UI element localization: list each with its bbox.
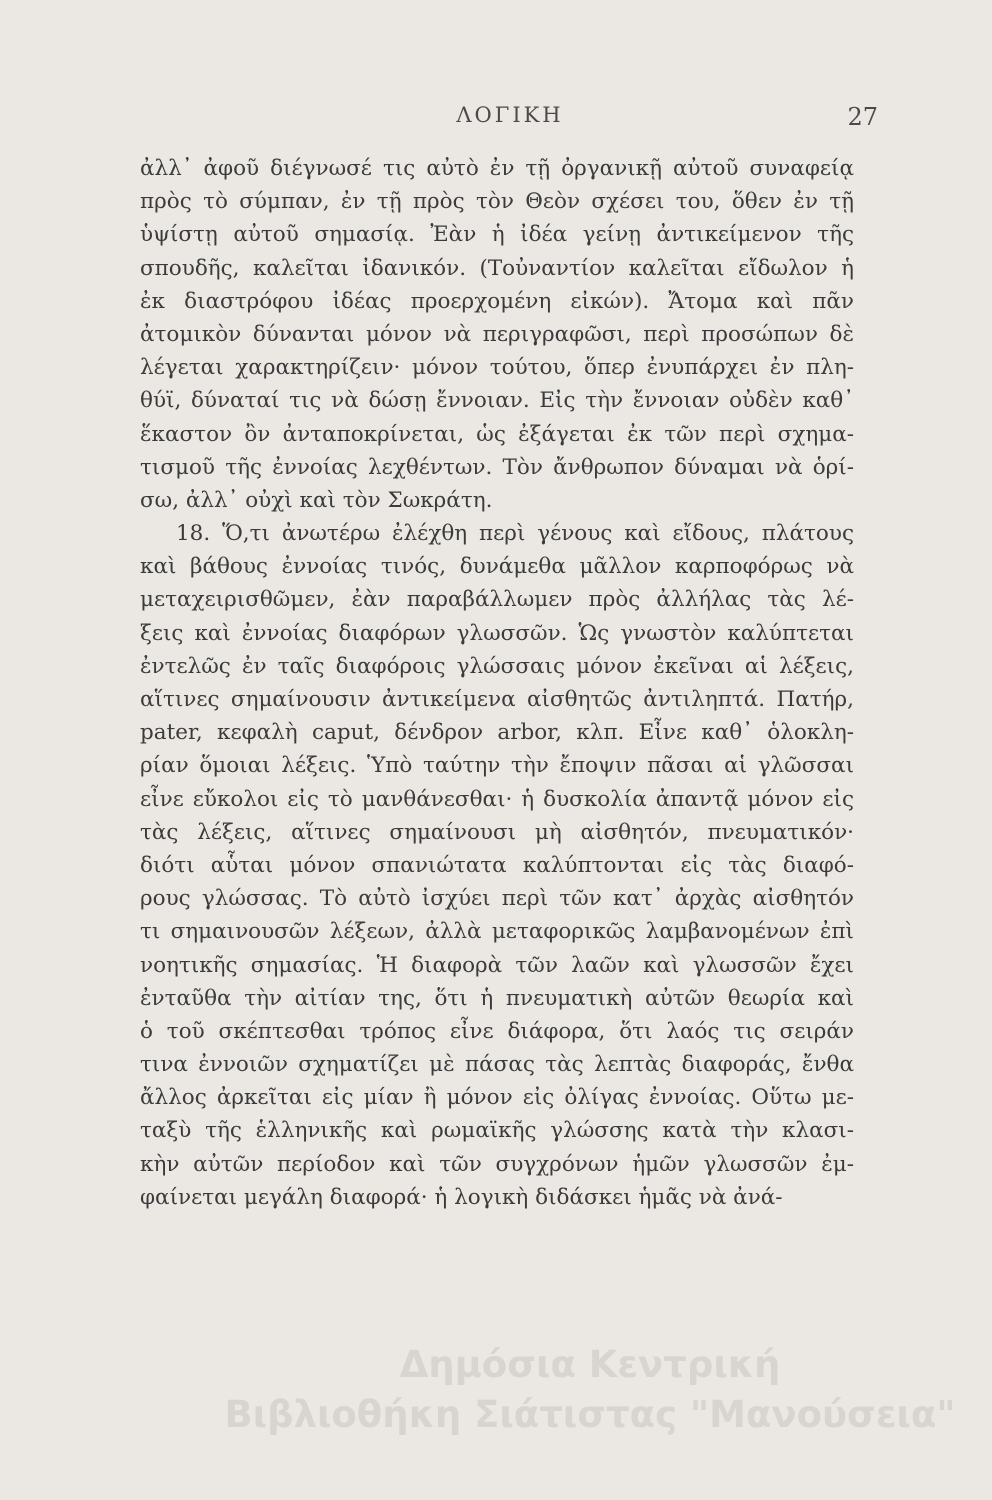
text-line: ἐκ διαστρόφου ἰδέας προερχομένη εἰκών). Ἄτομα καὶ πᾶν: [140, 288, 854, 314]
text-line: ἀλλ᾽ ἀφοῦ διέγνωσέ τις αὐτὸ ἐν τῇ ὀργανικῇ αὐτοῦ συναφείᾳ: [140, 156, 854, 181]
body-text: [140, 152, 854, 1214]
text-line: τι σημαινουσῶν λέξεων, ἀλλὰ μεταφορικῶς λαμβανομένων ἐπὶ: [140, 919, 854, 945]
text-line: πρὸς τὸ σύμπαν, ἐν τῇ πρὸς τὸν Θεὸν σχέσει του, ὅθεν ἐν τῇ: [140, 189, 854, 215]
text-line: κὴν αὐτῶν περίοδον καὶ τῶν συγχρόνων ἡμῶν γλωσσῶν ἐμ-: [140, 1151, 854, 1177]
text-line: καὶ βάθους ἐννοίας τινός, δυνάμεθα μᾶλλον καρποφόρως νὰ: [140, 554, 854, 580]
text-line: ἐνταῦθα τὴν αἰτίαν της, ὅτι ἡ πνευματικὴ αὐτῶν θεωρία καὶ: [140, 985, 854, 1011]
text-line: διότι αὗται μόνον σπανιώτατα καλύπτονται εἰς τὰς διαφό-: [140, 852, 854, 878]
text-line: αἵτινες σημαίνουσιν ἀντικείμενα αἰσθητῶς ἀντιληπτά. Πατήρ,: [140, 687, 854, 712]
page-number: 27: [847, 103, 878, 131]
text-line: ἕκαστον ὂν ἀνταποκρίνεται, ὡς ἐξάγεται ἐκ τῶν περὶ σχημα-: [140, 421, 854, 447]
text-line: τὰς λέξεις, αἵτινες σημαίνουσι μὴ αἰσθητόν, πνευματικόν·: [140, 819, 854, 845]
text-line: ἐντελῶς ἐν ταῖς διαφόροις γλώσσαις μόνον ἐκεῖναι αἱ λέξεις,: [140, 653, 854, 679]
text-line: 18. Ὅ,τι ἀνωτέρω ἐλέχθη περὶ γένους καὶ εἴδους, πλάτους: [176, 521, 854, 547]
watermark-line-2: Βιβλιοθήκη Σιάτιστας "Μανούσεια": [224, 1393, 956, 1436]
text-line: ὑψίστῃ αὐτοῦ σημασίᾳ. Ἐὰν ἡ ἰδέα γείνῃ ἀντικείμενον τῆς: [140, 222, 854, 248]
text-line: ρίαν ὅμοιαι λέξεις. Ὑπὸ ταύτην τὴν ἔποψιν πᾶσαι αἱ γλῶσσαι: [140, 753, 854, 779]
text-line: ἀτομικὸν δύνανται μόνον νὰ περιγραφῶσι, περὶ προσώπων δὲ: [140, 321, 854, 347]
text-line: τισμοῦ τῆς ἐννοίας λεχθέντων. Τὸν ἄνθρωπον δύναμαι νὰ ὁρί-: [140, 454, 854, 480]
text-line: ἄλλος ἀρκεῖται εἰς μίαν ἢ μόνον εἰς ὀλίγας ἐννοίας. Οὕτω με-: [140, 1085, 854, 1111]
page-header: [140, 103, 880, 139]
text-line: νοητικῆς σημασίας. Ἡ διαφορὰ τῶν λαῶν καὶ γλωσσῶν ἔχει: [140, 952, 854, 978]
text-line: pater, κεφαλὴ caput, δένδρον arbor, κλπ. Εἶνε καθ᾽ ὁλοκλη-: [140, 720, 854, 746]
library-watermark: [220, 1340, 960, 1440]
text-line: σπουδῆς, καλεῖται ἰδανικόν. (Τοὐναντίον καλεῖται εἴδωλον ἡ: [140, 255, 854, 281]
text-line: λέγεται χαρακτηρίζειν· μόνον τούτου, ὅπερ ἐνυπάρχει ἐν πλη-: [140, 355, 854, 381]
text-line: εἶνε εὔκολοι εἰς τὸ μανθάνεσθαι· ἡ δυσκολία ἀπαντᾷ μόνον εἰς: [140, 786, 854, 812]
text-line: φαίνεται μεγάλη διαφορά· ἡ λογικὴ διδάσκει ἡμᾶς νὰ ἀνά-: [140, 1184, 783, 1210]
text-line: θύϊ, δύναταί τις νὰ δώσῃ ἔννοιαν. Εἰς τὴν ἔννοιαν οὐδὲν καθ᾽: [140, 388, 854, 414]
text-line: σω, ἀλλ᾽ οὐχὶ καὶ τὸν Σωκράτη.: [140, 487, 493, 513]
text-line: ξεις καὶ ἐννοίας διαφόρων γλωσσῶν. Ὡς γνωστὸν καλύπτεται: [140, 620, 854, 646]
text-line: ρους γλώσσας. Τὸ αὐτὸ ἰσχύει περὶ τῶν κατ᾽ ἀρχὰς αἰσθητόν: [140, 886, 854, 912]
text-line: ταξὺ τῆς ἑλληνικῆς καὶ ρωμαϊκῆς γλώσσης κατὰ τὴν κλασι-: [140, 1118, 854, 1144]
text-line: τινα ἐννοιῶν σχηματίζει μὲ πάσας τὰς λεπτὰς διαφοράς, ἔνθα: [140, 1052, 854, 1078]
watermark-line-1: Δημόσια Κεντρική: [399, 1343, 781, 1386]
text-line: μεταχειρισθῶμεν, ἐὰν παραβάλλωμεν πρὸς ἀλλήλας τὰς λέ-: [140, 587, 854, 613]
text-line: ὁ τοῦ σκέπτεσθαι τρόπος εἶνε διάφορα, ὅτι λαός τις σειράν: [140, 1018, 854, 1044]
running-title: ΛΟΓΙΚΗ: [456, 103, 564, 127]
